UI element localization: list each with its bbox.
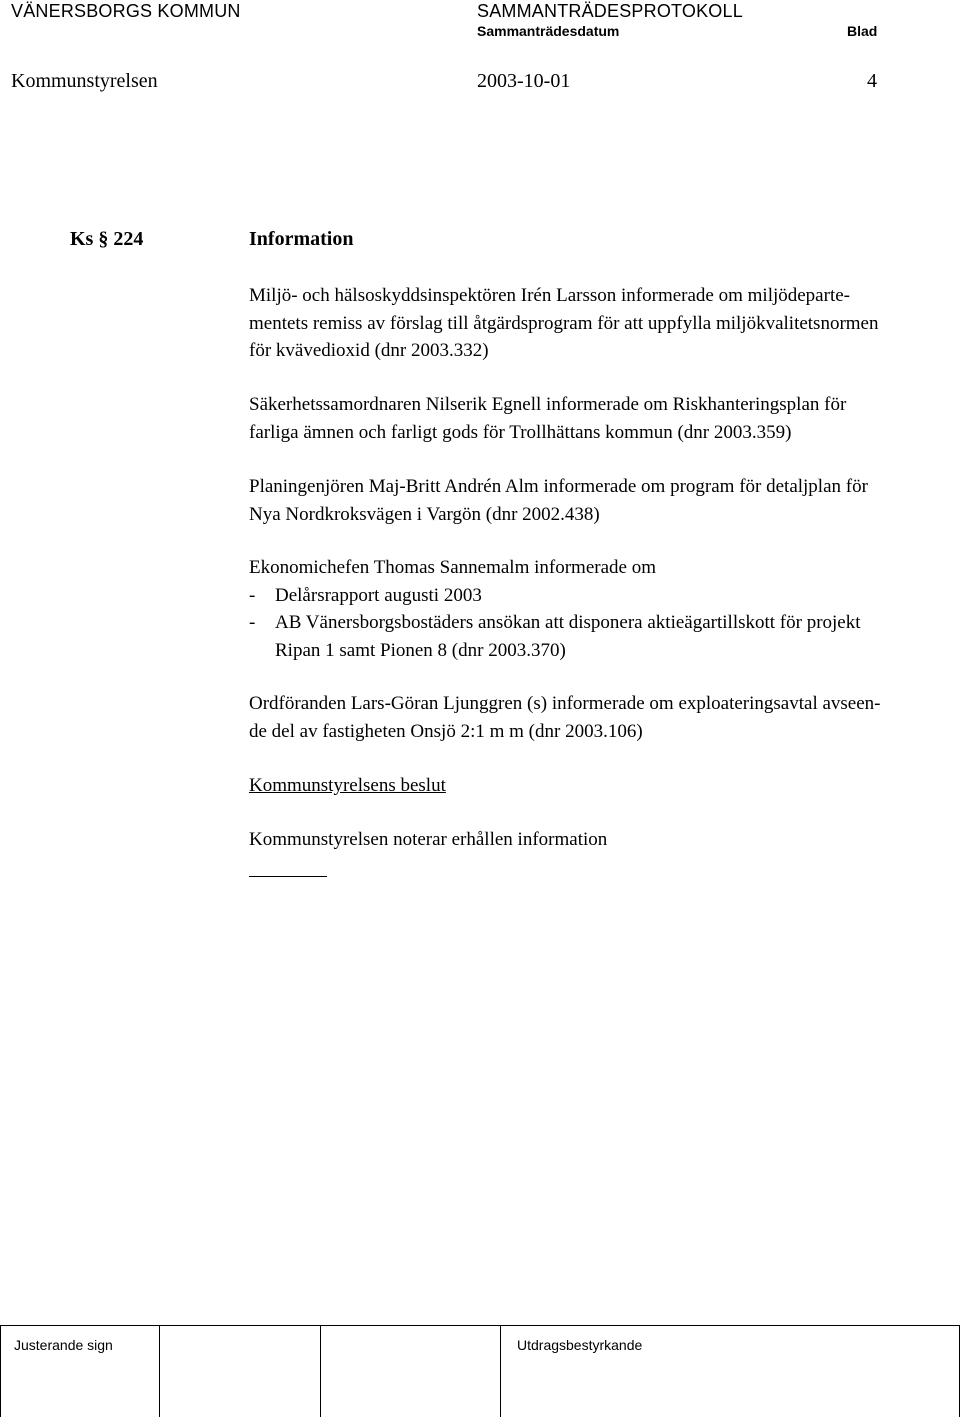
case-title: Information xyxy=(249,228,354,250)
list-item-line: Delårsrapport augusti 2003 xyxy=(275,584,482,606)
paragraph-exploitation-agreement xyxy=(249,690,939,745)
municipality-name: VÄNERSBORGS KOMMUN xyxy=(11,1,241,21)
paragraph-finance-report xyxy=(249,554,939,664)
page-number: 4 xyxy=(867,70,877,92)
paragraph-line: Ordföranden Lars-Göran Ljunggren (s) informerade om exploateringsavtal avseen- xyxy=(249,693,881,714)
footer-signature-label: Justerande sign xyxy=(14,1337,113,1353)
committee-name: Kommunstyrelsen xyxy=(11,70,158,92)
page-label: Blad xyxy=(847,23,878,39)
list-item xyxy=(249,582,939,610)
decision-text-block xyxy=(249,826,939,854)
decision-heading: Kommunstyrelsens beslut xyxy=(249,775,446,796)
meeting-date: 2003-10-01 xyxy=(477,70,571,92)
paragraph-line: mentets remiss av förslag till åtgärdsprogram för att uppfylla miljökvalitetsnormen xyxy=(249,312,879,334)
list-dash: - xyxy=(249,584,256,606)
case-number: Ks § 224 xyxy=(70,228,144,250)
meeting-date-label: Sammanträdesdatum xyxy=(477,23,620,39)
paragraph-detail-plan xyxy=(249,473,939,528)
paragraph-line: för kvävedioxid (dnr 2003.332) xyxy=(249,340,489,361)
footer-divider xyxy=(500,1326,501,1417)
paragraph-intro: Ekonomichefen Thomas Sannemalm informerade om xyxy=(249,557,656,578)
section-end-rule xyxy=(249,876,327,877)
list-dash: - xyxy=(249,612,256,633)
paragraph-line: farliga ämnen och farligt gods för Trollhättans kommun (dnr 2003.359) xyxy=(249,421,792,443)
footer-divider-left xyxy=(0,1326,1,1417)
paragraph-line: de del av fastigheten Onsjö 2:1 m m (dnr 2003.106) xyxy=(249,720,643,742)
paragraph-risk-plan xyxy=(249,391,939,446)
decision-heading-block xyxy=(249,772,939,800)
list-item-line: Ripan 1 samt Pionen 8 (dnr 2003.370) xyxy=(275,639,566,661)
paragraph-line: Säkerhetssamordnaren Nilserik Egnell informerade om Riskhanteringsplan för xyxy=(249,394,847,415)
footer-divider xyxy=(320,1326,321,1417)
paragraph-line: Planingenjören Maj-Britt Andrén Alm informerade om program för detaljplan för xyxy=(249,476,868,497)
list-item-line: AB Vänersborgsbostäders ansökan att disponera aktieägartillskott för projekt xyxy=(275,612,861,633)
list-item xyxy=(249,609,939,664)
footer-certification-label: Utdragsbestyrkande xyxy=(517,1337,643,1353)
footer-rule xyxy=(0,1325,960,1326)
paragraph-environment-report xyxy=(249,282,939,365)
decision-text: Kommunstyrelsen noterar erhållen information xyxy=(249,829,608,850)
paragraph-line: Miljö- och hälsoskyddsinspektören Irén Larsson informerade om miljödeparte- xyxy=(249,285,850,306)
footer-divider xyxy=(159,1326,160,1417)
paragraph-line: Nya Nordkroksvägen i Vargön (dnr 2002.438) xyxy=(249,503,600,525)
protocol-title: SAMMANTRÄDESPROTOKOLL xyxy=(477,1,743,21)
